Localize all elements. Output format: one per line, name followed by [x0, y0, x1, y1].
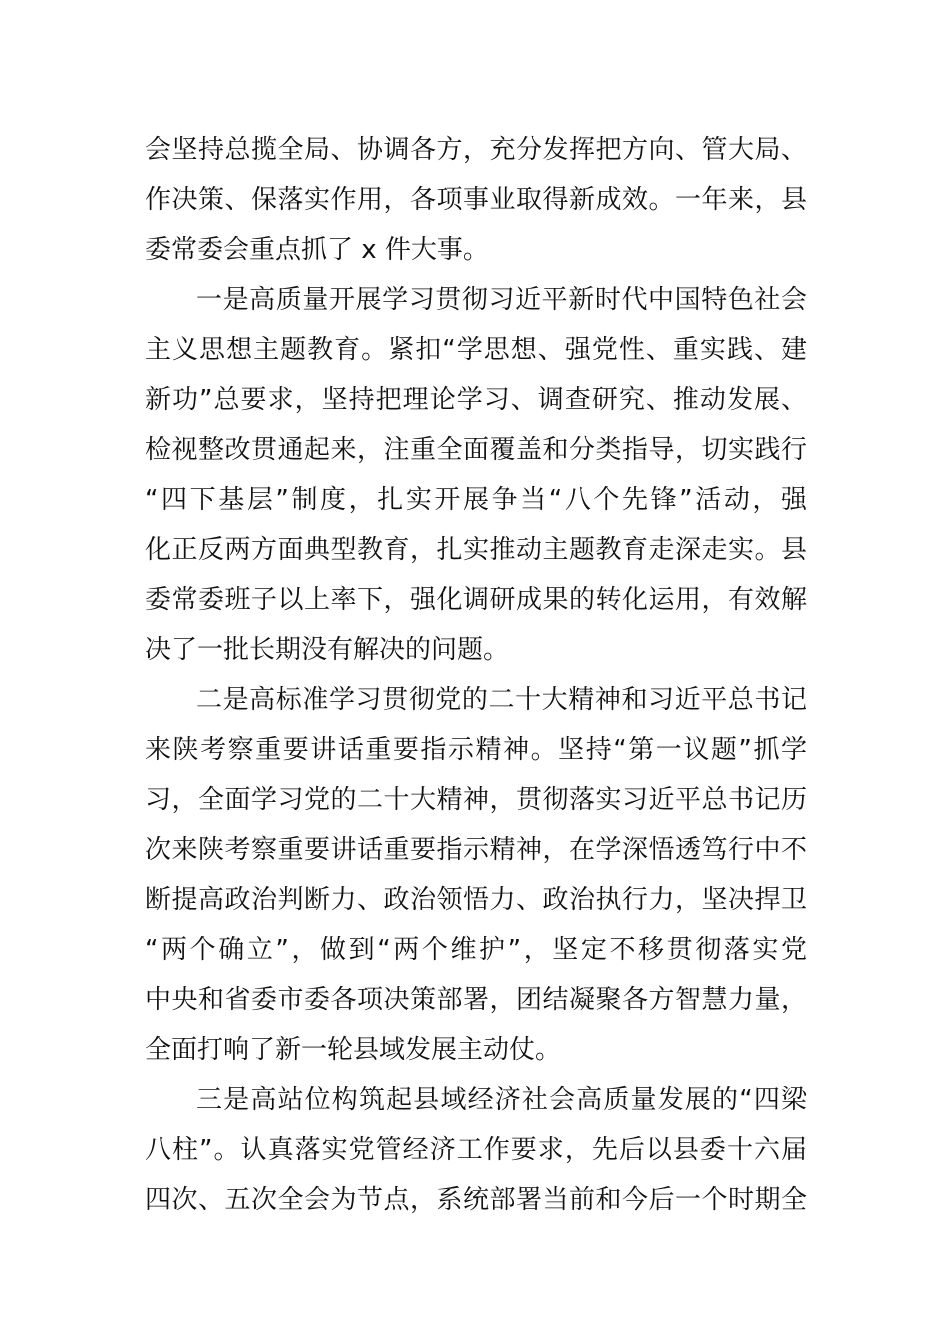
text-line: 来陕考察重要讲话重要指示精神。坚持“第一议题”抓学	[145, 735, 807, 765]
text-line: 四次、五次全会为节点，系统部署当前和今后一个时期全	[145, 1185, 807, 1215]
paragraph-first-line: 一是高质量开展学习贯彻习近平新时代中国特色社会	[196, 285, 807, 315]
paragraph-first-line: 二是高标准学习贯彻党的二十大精神和习近平总书记	[196, 685, 807, 715]
text-line: 会坚持总揽全局、协调各方，充分发挥把方向、管大局、	[145, 135, 807, 165]
text-line: 全面打响了新一轮县域发展主动仗。	[145, 1035, 562, 1065]
text-line: 断提高政治判断力、政治领悟力、政治执行力，坚决捍卫	[145, 885, 807, 915]
text-line: 新功”总要求，坚持把理论学习、调查研究、推动发展、	[145, 385, 807, 415]
text-line: 检视整改贯通起来，注重全面覆盖和分类指导，切实践行	[145, 435, 807, 465]
text-line: 中央和省委市委各项决策部署，团结凝聚各方智慧力量，	[145, 985, 807, 1015]
text-line: “四下基层”制度，扎实开展争当“八个先锋”活动，强	[145, 485, 807, 515]
text-line: 化正反两方面典型教育，扎实推动主题教育走深走实。县	[145, 535, 807, 565]
text-line: 主义思想主题教育。紧扣“学思想、强党性、重实践、建	[145, 335, 807, 365]
text-line: “两个确立”，做到“两个维护”，坚定不移贯彻落实党	[145, 935, 807, 965]
text-line: 作决策、保落实作用，各项事业取得新成效。一年来，县	[145, 185, 807, 215]
text-line: 决了一批长期没有解决的问题。	[145, 635, 510, 665]
text-line: 八柱”。认真落实党管经济工作要求，先后以县委十六届	[145, 1135, 807, 1165]
text-line: 委常委会重点抓了 x 件大事。	[145, 235, 489, 265]
text-line: 习，全面学习党的二十大精神，贯彻落实习近平总书记历	[145, 785, 807, 815]
paragraph-first-line: 三是高站位构筑起县域经济社会高质量发展的“四梁	[196, 1085, 807, 1115]
text-line: 委常委班子以上率下，强化调研成果的转化运用，有效解	[145, 585, 807, 615]
text-line: 次来陕考察重要讲话重要指示精神，在学深悟透笃行中不	[145, 835, 807, 865]
